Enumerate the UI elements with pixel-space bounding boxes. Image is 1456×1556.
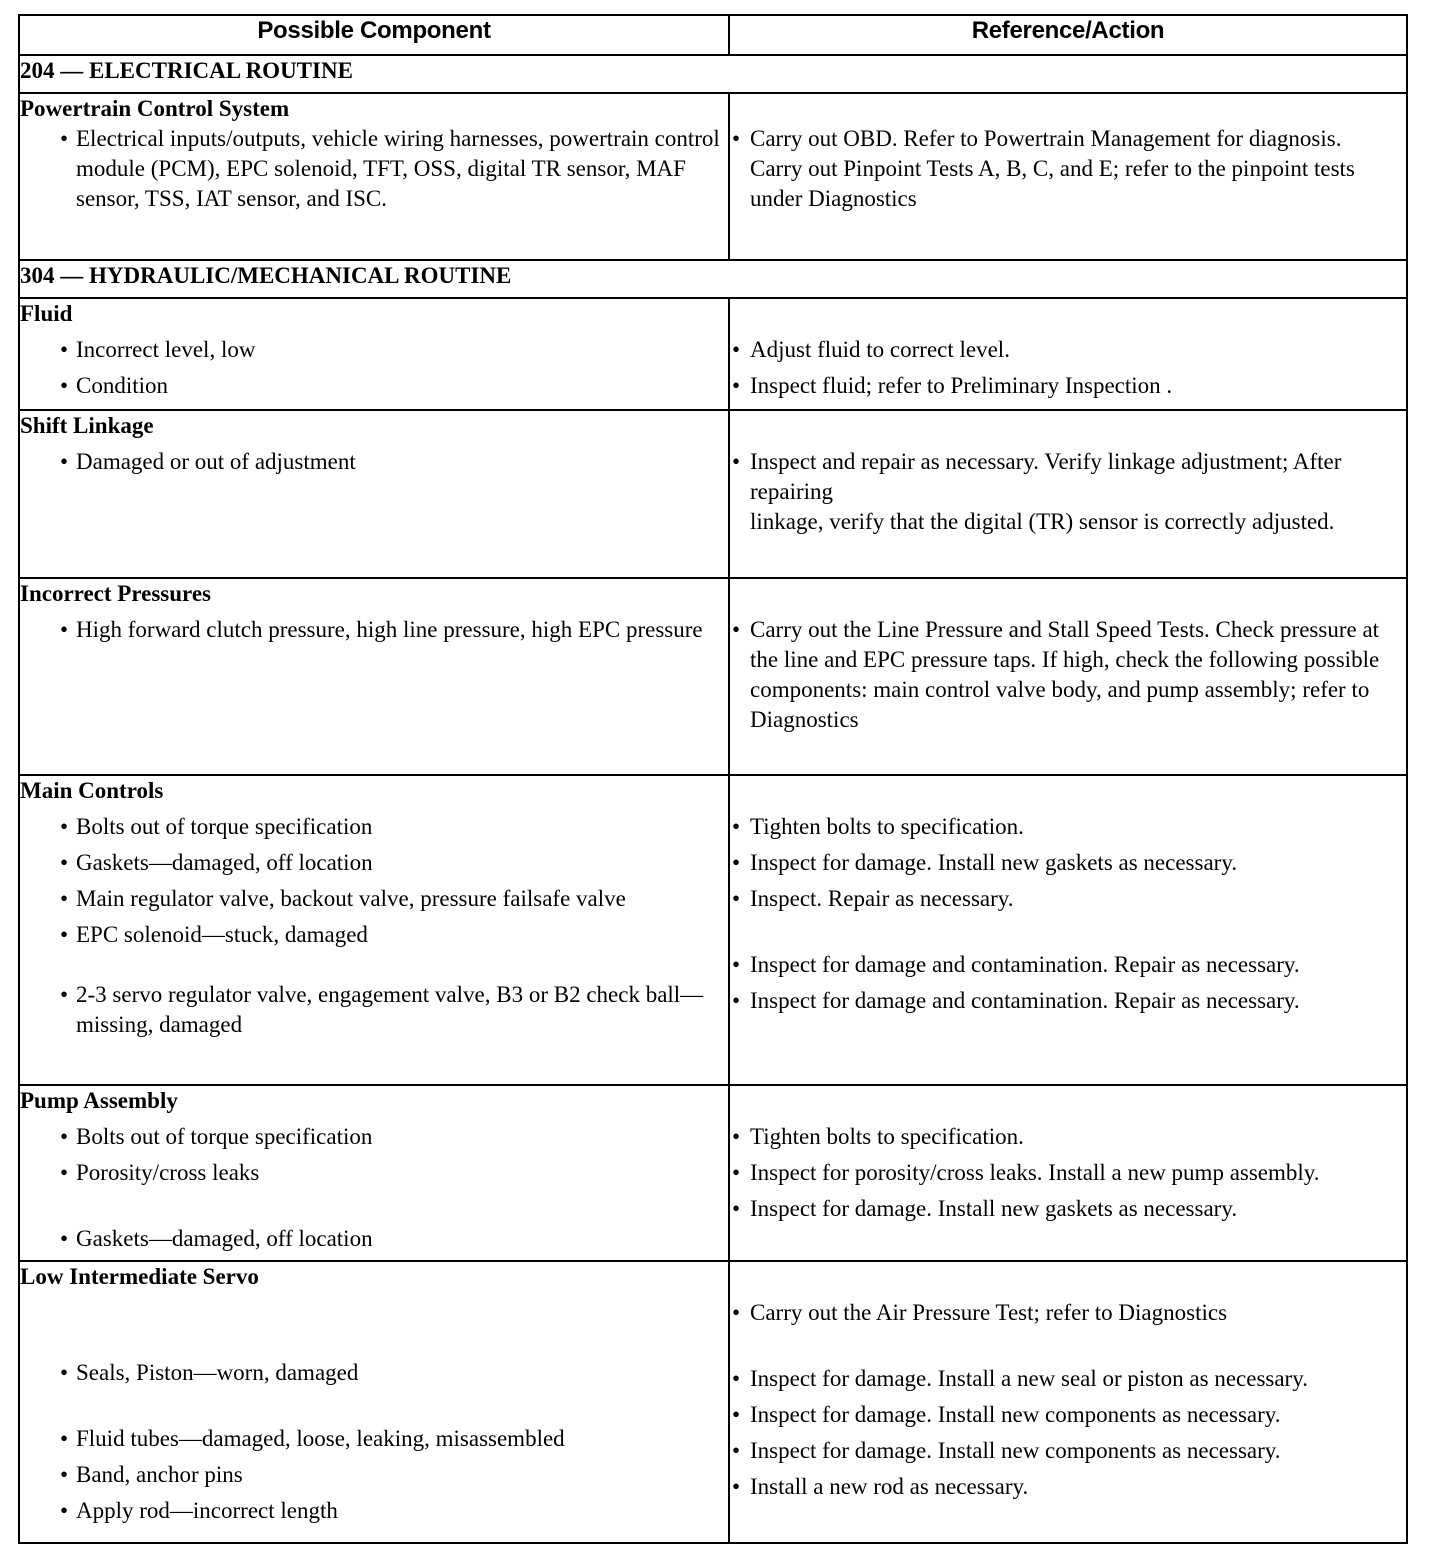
action-text: linkage, verify that the digital (TR) sensor is correctly adjusted.	[750, 509, 1335, 534]
action-cell	[729, 578, 1407, 775]
action-cell	[729, 1085, 1407, 1261]
action-text: Inspect for damage and contamination. Repair as necessary.	[750, 952, 1300, 977]
component-item	[20, 124, 728, 214]
action-item	[730, 1122, 1406, 1152]
action-item	[730, 1194, 1406, 1224]
bullet: •	[60, 1160, 69, 1185]
bullet: •	[60, 886, 69, 911]
item-text: Damaged or out of adjustment	[76, 449, 356, 474]
component-cell	[19, 1261, 729, 1543]
item-text: Porosity/cross leaks	[76, 1160, 260, 1185]
action-item	[730, 447, 1406, 537]
action-item	[730, 812, 1406, 842]
action-text: Inspect for damage. Install new gaskets as necessary.	[750, 1196, 1238, 1221]
bullet: •	[60, 1498, 69, 1523]
action-text: Inspect for damage. Install new gaskets as necessary.	[750, 850, 1238, 875]
component-cell	[19, 93, 729, 260]
bullet: •	[60, 617, 69, 642]
bullet: •	[60, 1226, 69, 1251]
component-item	[20, 812, 728, 842]
bullet: •	[732, 617, 741, 642]
action-text: Carry out the Line Pressure and Stall Speed Tests. Check pressure at the line and EPC pressure taps. If high, check the following possible components: main control valve body, and pump assembly; refer to Diagnostics	[750, 617, 1380, 732]
component-item	[20, 1224, 728, 1254]
table-row-incorrect-pressures	[19, 578, 1407, 775]
routine-304-title: 304 — HYDRAULIC/MECHANICAL ROUTINE	[19, 260, 1407, 298]
table-row-shift-linkage	[19, 410, 1407, 578]
component-item	[20, 371, 728, 401]
action-text: Inspect. Repair as necessary.	[750, 886, 1014, 911]
action-text: Carry out OBD. Refer to Powertrain Management for diagnosis.	[750, 126, 1342, 151]
routine-204-title: 204 — ELECTRICAL ROUTINE	[19, 55, 1407, 93]
action-text: Inspect for damage and contamination. Repair as necessary.	[750, 988, 1300, 1013]
action-item	[730, 986, 1406, 1016]
diagnosis-table	[18, 14, 1408, 1544]
component-title: Shift Linkage	[20, 413, 154, 438]
item-text: 2-3 servo regulator valve, engagement valve, B3 or B2 check ball—missing, damaged	[76, 982, 704, 1037]
item-text: Condition	[76, 373, 169, 398]
bullet: •	[60, 922, 69, 947]
bullet: •	[732, 952, 741, 977]
action-item	[730, 1298, 1406, 1328]
item-text: Apply rod—incorrect length	[76, 1498, 338, 1523]
bullet: •	[60, 814, 69, 839]
diagnosis-table-wrapper	[18, 14, 1408, 1544]
bullet: •	[732, 1474, 741, 1499]
action-text: Inspect for damage. Install new components as necessary.	[750, 1438, 1281, 1463]
action-item	[730, 1364, 1406, 1394]
action-text: Inspect for porosity/cross leaks. Install a new pump assembly.	[750, 1160, 1320, 1185]
component-item	[20, 615, 728, 645]
action-item	[730, 1472, 1406, 1502]
table-row-fluid	[19, 298, 1407, 410]
component-cell	[19, 410, 729, 578]
header-reference-action: Reference/Action	[729, 15, 1407, 55]
bullet: •	[732, 449, 741, 474]
header-row	[19, 15, 1407, 55]
bullet: •	[732, 1402, 741, 1427]
bullet: •	[732, 337, 741, 362]
bullet: •	[60, 337, 69, 362]
component-item	[20, 335, 728, 365]
bullet: •	[732, 850, 741, 875]
bullet: •	[732, 1160, 741, 1185]
bullet: •	[60, 1360, 69, 1385]
item-text: Incorrect level, low	[76, 337, 256, 362]
bullet: •	[60, 850, 69, 875]
bullet: •	[732, 126, 741, 151]
action-cell	[729, 93, 1407, 260]
bullet: •	[60, 373, 69, 398]
action-text: Carry out Pinpoint Tests A, B, C, and E; refer to the pinpoint tests under Diagnostics	[750, 156, 1355, 211]
item-text: Electrical inputs/outputs, vehicle wiring harnesses, powertrain control module (PCM), EPC solenoid, TFT, OSS, digital TR sensor, MAF sensor, TSS, IAT sensor, and ISC.	[76, 126, 720, 211]
action-item	[730, 615, 1406, 735]
component-title: Fluid	[20, 301, 73, 326]
bullet: •	[60, 1124, 69, 1149]
action-text: Carry out the Air Pressure Test; refer to Diagnostics	[750, 1300, 1228, 1325]
routine-row-204	[19, 55, 1407, 93]
action-text: Inspect fluid; refer to Preliminary Inspection .	[750, 373, 1173, 398]
action-item	[730, 1400, 1406, 1430]
bullet: •	[732, 1366, 741, 1391]
bullet: •	[732, 988, 741, 1013]
table-row-powertrain	[19, 93, 1407, 260]
component-title: Pump Assembly	[20, 1088, 178, 1113]
bullet: •	[60, 1426, 69, 1451]
action-item	[730, 1158, 1406, 1188]
bullet: •	[60, 982, 69, 1007]
item-text: High forward clutch pressure, high line pressure, high EPC pressure	[76, 617, 703, 642]
bullet: •	[60, 126, 69, 151]
action-item	[730, 884, 1406, 914]
action-cell	[729, 410, 1407, 578]
table-row-pump-assembly	[19, 1085, 1407, 1261]
component-item	[20, 1460, 728, 1490]
item-text: EPC solenoid—stuck, damaged	[76, 922, 368, 947]
component-item	[20, 980, 728, 1040]
component-item	[20, 447, 728, 477]
item-text: Band, anchor pins	[76, 1462, 243, 1487]
bullet: •	[60, 449, 69, 474]
item-text: Bolts out of torque specification	[76, 814, 373, 839]
bullet: •	[732, 1300, 741, 1325]
item-text: Gaskets—damaged, off location	[76, 850, 373, 875]
action-text: Inspect for damage. Install a new seal or piston as necessary.	[750, 1366, 1308, 1391]
action-cell	[729, 775, 1407, 1085]
action-item	[730, 371, 1406, 401]
action-item	[730, 335, 1406, 365]
component-title: Low Intermediate Servo	[20, 1264, 259, 1289]
action-text: Inspect and repair as necessary. Verify linkage adjustment; After repairing	[750, 449, 1342, 504]
action-cell	[729, 298, 1407, 410]
action-text: Install a new rod as necessary.	[750, 1474, 1029, 1499]
action-item	[730, 848, 1406, 878]
action-item	[730, 1436, 1406, 1466]
bullet: •	[732, 373, 741, 398]
component-item	[20, 1496, 728, 1526]
bullet: •	[732, 1124, 741, 1149]
routine-row-304	[19, 260, 1407, 298]
table-row-low-intermediate-servo	[19, 1261, 1407, 1543]
component-title: Incorrect Pressures	[20, 581, 211, 606]
bullet: •	[732, 814, 741, 839]
action-item	[730, 124, 1406, 214]
component-cell	[19, 775, 729, 1085]
header-possible-component: Possible Component	[19, 15, 729, 55]
action-text: Inspect for damage. Install new components as necessary.	[750, 1402, 1281, 1427]
component-item	[20, 920, 728, 950]
action-item	[730, 950, 1406, 980]
component-item	[20, 884, 728, 914]
component-cell	[19, 298, 729, 410]
component-item	[20, 1358, 728, 1388]
action-text: Adjust fluid to correct level.	[750, 337, 1010, 362]
item-text: Fluid tubes—damaged, loose, leaking, misassembled	[76, 1426, 565, 1451]
component-item	[20, 1158, 728, 1188]
component-item	[20, 1424, 728, 1454]
bullet: •	[732, 1438, 741, 1463]
component-item	[20, 848, 728, 878]
action-text: Tighten bolts to specification.	[750, 814, 1024, 839]
bullet: •	[732, 1196, 741, 1221]
bullet: •	[60, 1462, 69, 1487]
table-row-main-controls	[19, 775, 1407, 1085]
action-text: Tighten bolts to specification.	[750, 1124, 1024, 1149]
action-cell	[729, 1261, 1407, 1543]
component-title: Main Controls	[20, 778, 164, 803]
component-title: Powertrain Control System	[20, 96, 290, 121]
component-cell	[19, 578, 729, 775]
item-text: Bolts out of torque specification	[76, 1124, 373, 1149]
component-item	[20, 1122, 728, 1152]
item-text: Gaskets—damaged, off location	[76, 1226, 373, 1251]
item-text: Main regulator valve, backout valve, pressure failsafe valve	[76, 886, 626, 911]
bullet: •	[732, 886, 741, 911]
item-text: Seals, Piston—worn, damaged	[76, 1360, 359, 1385]
component-cell	[19, 1085, 729, 1261]
